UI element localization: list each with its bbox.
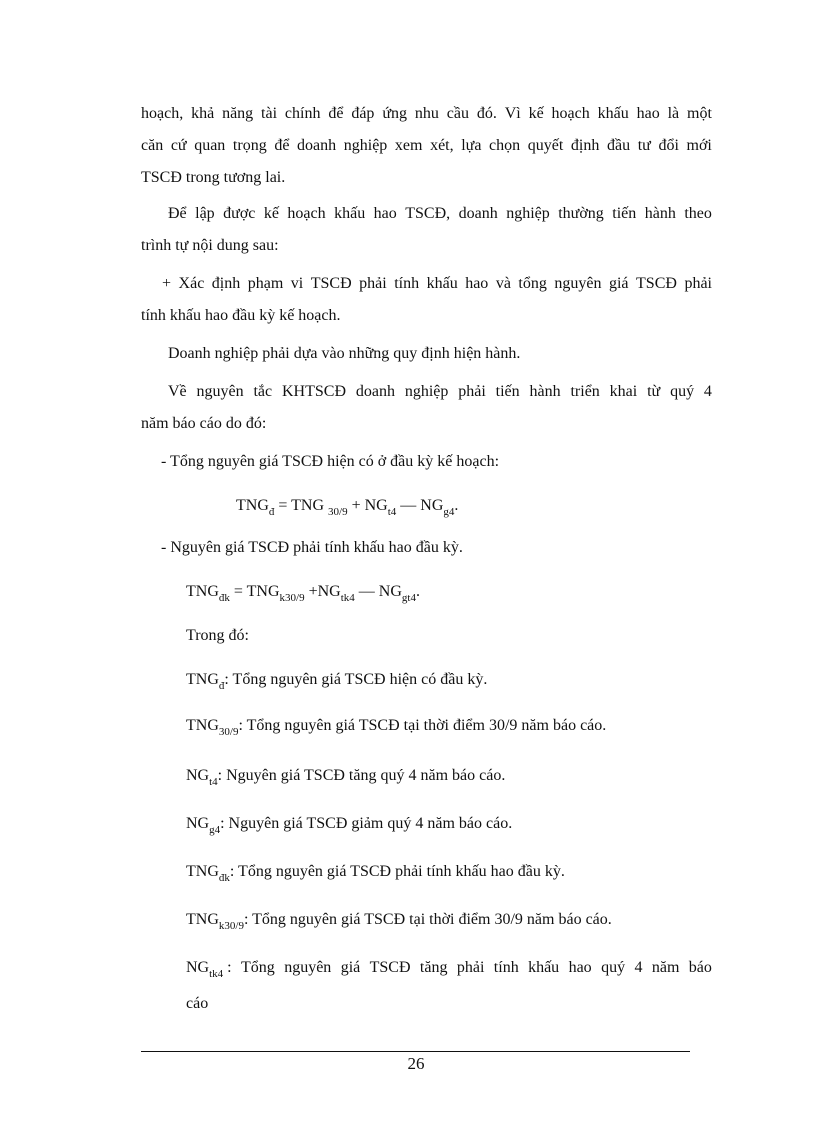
definition-text: : Tổng nguyên giá TSCĐ tăng phải tính khấu hao quý 4 năm báo <box>227 959 712 976</box>
paragraph-line: + Xác định phạm vi TSCĐ phải tính khấu hao và tổng nguyên giá TSCĐ phải <box>162 275 712 292</box>
paragraph-line: Để lập được kế hoạch khấu hao TSCĐ, doanh nghiệp thường tiến hành theo <box>168 205 712 222</box>
paragraph-line: - Tổng nguyên giá TSCĐ hiện có ở đầu kỳ kế hoạch: <box>161 453 500 470</box>
where-label: Trong đó: <box>186 627 249 644</box>
paragraph-line: năm báo cáo do đó: <box>141 415 267 432</box>
formula-tng-dk: $TNG_{đk} = TNG_{k30/9} +NG_{tk4}$ — $NG_{gt4}$. <box>186 583 420 604</box>
paragraph-line: tính khấu hao đầu kỳ kế hoạch. <box>141 307 341 324</box>
definition-item: $TNG_{đk}$: Tổng nguyên giá TSCĐ phải tính khấu hao đầu kỳ. <box>186 863 565 884</box>
paragraph-line: - Nguyên giá TSCĐ phải tính khấu hao đầu kỳ. <box>161 539 463 556</box>
paragraph-line: TSCĐ trong tương lai. <box>141 169 286 186</box>
definition-item: $TNG_đ$: Tổng nguyên giá TSCĐ hiện có đầu kỳ. <box>186 671 488 692</box>
definition-continuation: cáo <box>186 995 209 1012</box>
definition-item: $NG_{tk4}$ : Tổng nguyên giá TSCĐ tăng phải tính khấu hao quý 4 năm báo <box>186 959 712 980</box>
definition-item: $NG_{g4}$: Nguyên giá TSCĐ giảm quý 4 năm báo cáo. <box>186 815 513 836</box>
definition-item: $TNG_{k30/9}$: Tổng nguyên giá TSCĐ tại thời điểm 30/9 năm báo cáo. <box>186 911 612 932</box>
paragraph-line: trình tự nội dung sau: <box>141 237 279 254</box>
formula-tng-d: $TNG_đ$ = TNG $_{30/9} + NG_{t4}$ — $NG_{g4}$. <box>236 497 459 518</box>
footer-rule <box>141 1051 690 1052</box>
definition-item: $TNG_{30/9}$: Tổng nguyên giá TSCĐ tại thời điểm 30/9 năm báo cáo. <box>186 717 607 738</box>
paragraph-line: Doanh nghiệp phải dựa vào những quy định hiện hành. <box>168 345 521 362</box>
paragraph-line: căn cứ quan trọng để doanh nghiệp xem xét, lựa chọn quyết định đầu tư đổi mới <box>141 137 712 154</box>
paragraph-line: hoạch, khả năng tài chính để đáp ứng nhu cầu đó. Vì kế hoạch khấu hao là một <box>141 105 712 122</box>
paragraph-line: Về nguyên tắc KHTSCĐ doanh nghiệp phải tiến hành triển khai từ quý 4 <box>168 383 712 400</box>
page-number: 26 <box>407 1054 425 1073</box>
definition-item: $NG_{t4}$: Nguyên giá TSCĐ tăng quý 4 năm báo cáo. <box>186 767 506 788</box>
